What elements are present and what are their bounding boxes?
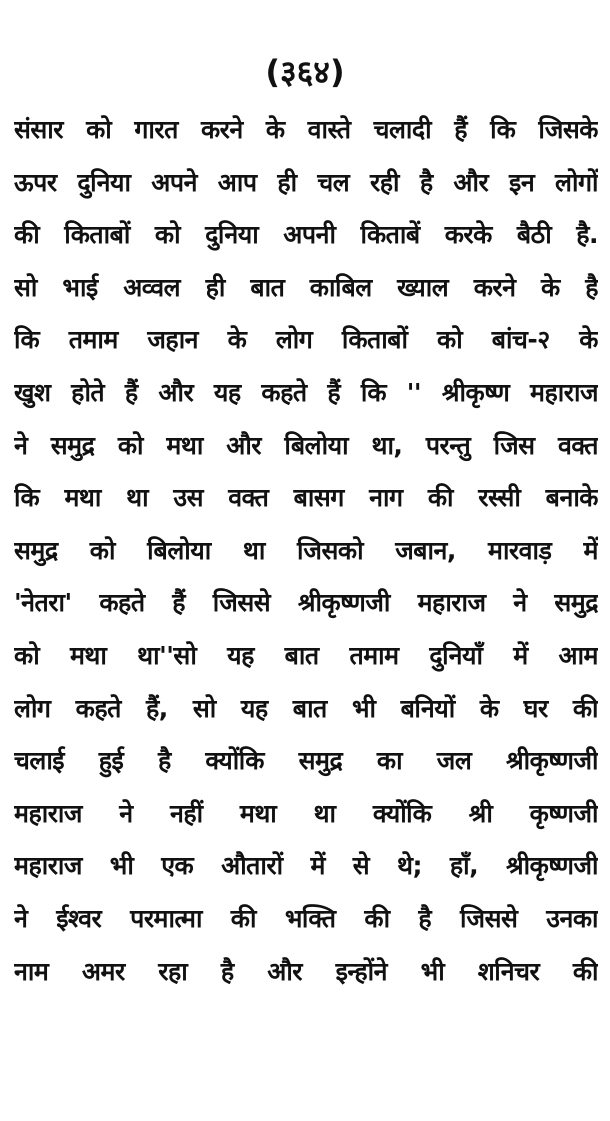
page-number: (३६४) <box>265 53 345 91</box>
text-line: नाम अमर रहा है और इन्होंने भी शनिचर की <box>14 956 598 986</box>
text-line: कि मथा था उस वक्त बासग नाग की रस्सी बनाके <box>14 483 598 513</box>
text-line: खुश होते हैं और यह कहते हैं कि '' श्रीकृष्ण महाराज <box>14 377 598 407</box>
text-line: संसार को गारत करने के वास्ते चलादी हैं कि जिसके <box>14 115 598 144</box>
text-line: ऊपर दुनिया अपने आप ही चल रही है और इन लोगों <box>14 167 598 197</box>
text-line: सो भाई अव्वल ही बात काबिल ख्याल करने के है <box>14 272 598 302</box>
body-text <box>14 104 598 998</box>
text-line: महाराज ने नहीं मथा था क्योंकि श्री कृष्णजी <box>14 798 598 828</box>
text-line: चलाई हुई है क्योंकि समुद्र का जल श्रीकृष्णजी <box>14 746 598 776</box>
text-line: लोग कहते हैं, सो यह बात भी बनियों के घर की <box>14 693 598 723</box>
text-line: को मथा था''सो यह बात तमाम दुनियाँ में आम <box>14 640 598 670</box>
text-line: ने ईश्वर परमात्मा की भक्ति की है जिससे उनका <box>14 903 598 933</box>
text-line: समुद्र को बिलोया था जिसको जबान, मारवाड़ में <box>14 535 598 565</box>
text-line: की किताबों को दुनिया अपनी किताबें करके बैठी है. <box>14 220 598 250</box>
text-line: कि तमाम जहान के लोग किताबों को बांच-२ के <box>14 325 598 355</box>
text-line: ने समुद्र को मथा और बिलोया था, परन्तु जिस वक्त <box>14 430 598 460</box>
text-line: 'नेतरा' कहते हैं जिससे श्रीकृष्णजी महाराज ने समुद्र <box>14 588 598 618</box>
text-line: महाराज भी एक औतारों में से थे; हाँ, श्रीकृष्णजी <box>14 851 598 881</box>
